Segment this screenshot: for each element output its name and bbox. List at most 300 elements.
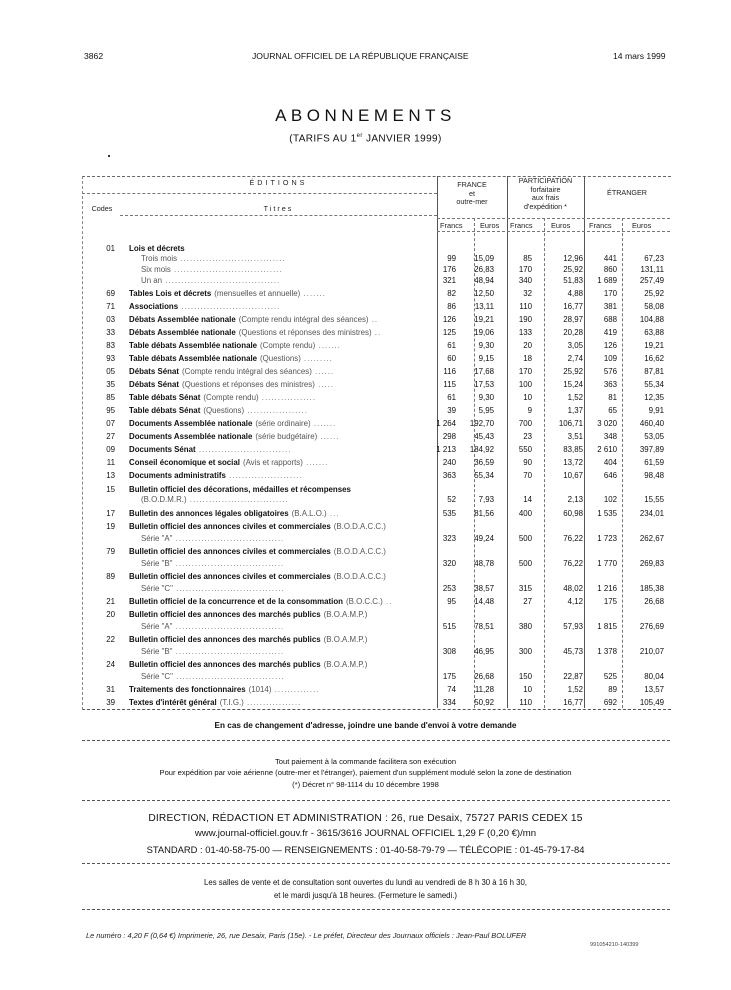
edition-title <box>129 547 386 556</box>
participation-euros-value: 48,02 <box>563 584 583 593</box>
participation-euros-value: 45,73 <box>563 647 583 656</box>
edition-title-main: Débats Sénat <box>129 380 179 389</box>
participation-euros-value: 1,52 <box>567 685 583 694</box>
participation-euros-value: 25,92 <box>563 265 583 274</box>
etranger-francs-value: 175 <box>603 597 617 606</box>
participation-francs-value: 20 <box>523 341 532 350</box>
edition-title <box>129 341 341 350</box>
speck <box>108 155 110 157</box>
leader-dots: ................... <box>244 406 308 415</box>
edition-code: 69 <box>106 289 115 298</box>
edition-title-detail: Série "C" <box>141 672 173 681</box>
france-francs-value: 126 <box>442 315 456 324</box>
edition-title-main: Associations <box>129 302 179 311</box>
etranger-francs-value: 2 610 <box>597 445 617 454</box>
france-francs-value: 60 <box>447 354 456 363</box>
etranger-francs-value: 576 <box>603 367 617 376</box>
leader-dots: .. <box>371 328 382 337</box>
france-euros-value: 48,94 <box>474 276 494 285</box>
france-francs-value: 253 <box>442 584 456 593</box>
france-francs-value: 86 <box>447 302 456 311</box>
edition-title-main: Débats Assemblée nationale <box>129 328 236 337</box>
section-divider <box>82 863 670 864</box>
phone-line: STANDARD : 01-40-58-75-00 — RENSEIGNEMENTS : 01-40-58-79-79 — TÉLÉCOPIE : 01-45-79-17-84 <box>146 844 585 855</box>
edition-code: 93 <box>106 354 115 363</box>
payment-line: Pour expédition par voie aérienne (outre-mer et l'étranger), paiement d'un supplément modulé selon la zone de destination <box>159 768 572 777</box>
edition-title-main: Textes d'intérêt général <box>129 698 217 707</box>
payment-line: Tout paiement à la commande facilitera son exécution <box>274 757 457 766</box>
etranger-francs-value: 3 020 <box>597 419 617 428</box>
participation-francs-value: 9 <box>527 406 532 415</box>
france-francs-value: 298 <box>442 432 456 441</box>
edition-title <box>129 458 328 467</box>
france-euros-value: 81,56 <box>474 509 494 518</box>
edition-title <box>129 572 386 581</box>
leader-dots: .............. <box>271 685 320 694</box>
edition-title-detail: Série "C" <box>141 584 173 593</box>
edition-title-main: Bulletin officiel des annonces des marchés publics <box>129 610 321 619</box>
edition-title <box>129 432 340 441</box>
participation-euros-value: 1,52 <box>567 393 583 402</box>
france-euros-value: 45,43 <box>474 432 494 441</box>
leader-dots: .................................. <box>172 559 285 568</box>
leader-dots: ....... <box>302 458 329 467</box>
edition-title <box>129 635 367 644</box>
participation-francs-value: 110 <box>519 302 532 311</box>
row-divider <box>437 231 670 232</box>
section-divider <box>82 800 670 801</box>
edition-title <box>129 328 381 337</box>
etranger-euros-value: 276,69 <box>639 622 664 631</box>
edition-title-detail: (B.A.L.O.) <box>291 509 327 518</box>
etranger-euros-value: 13,57 <box>644 685 664 694</box>
participation-francs-value: 150 <box>518 672 532 681</box>
edition-title-detail: (B.O.D.M.R.) <box>141 495 187 504</box>
etranger-francs-value: 363 <box>603 380 617 389</box>
etranger-euros-value: 16,62 <box>644 354 664 363</box>
edition-title-main: Tables Lois et décrets <box>129 289 212 298</box>
etranger-francs-value: 646 <box>603 471 617 480</box>
participation-francs-value: 500 <box>518 534 532 543</box>
france-euros-value: 36,59 <box>474 458 494 467</box>
print-reference: 991054210-140399 <box>590 942 639 948</box>
etranger-euros-value: 460,40 <box>639 419 664 428</box>
participation-francs-value: 100 <box>518 380 532 389</box>
edition-code: 15 <box>106 485 115 494</box>
participation-euros-value: 3,51 <box>567 432 583 441</box>
participation-euros-value: 3,05 <box>567 341 583 350</box>
etranger-euros-value: 105,49 <box>639 698 664 707</box>
participation-header: PARTICIPATION forfaitaire aux frais d'expédition * <box>518 176 573 211</box>
etranger-francs-value: 1 815 <box>597 622 617 631</box>
etranger-euros-value: 87,81 <box>644 367 664 376</box>
etranger-francs-value: 81 <box>608 393 617 402</box>
etranger-euros-value: 25,92 <box>644 289 664 298</box>
edition-title-detail: (Questions et réponses des ministres) <box>182 380 315 389</box>
etranger-euros-value: 61,59 <box>644 458 664 467</box>
row-divider <box>437 218 670 219</box>
france-euros-value: 17,68 <box>474 367 494 376</box>
france-francs-value: 125 <box>442 328 456 337</box>
france-euros-value: 7,93 <box>478 495 494 504</box>
edition-title <box>129 354 333 363</box>
france-francs-value: 175 <box>442 672 456 681</box>
france-euros-value: 9,30 <box>478 393 494 402</box>
edition-title <box>129 254 286 263</box>
etranger-francs-value: 65 <box>608 406 617 415</box>
edition-code: 20 <box>106 610 115 619</box>
edition-title <box>129 495 289 504</box>
participation-francs-value: 18 <box>523 354 532 363</box>
edition-title-detail: Série "B" <box>141 559 173 568</box>
etranger-euros-value: 12,35 <box>644 393 664 402</box>
edition-title-main: Documents Sénat <box>129 445 196 454</box>
edition-title <box>129 276 280 285</box>
edition-title-main: Débats Sénat <box>129 367 179 376</box>
etranger-euros-value: 257,49 <box>639 276 664 285</box>
participation-euros-value: 13,72 <box>563 458 583 467</box>
france-francs-value: 82 <box>447 289 456 298</box>
france-euros-value: 19,21 <box>474 315 494 324</box>
edition-code: 83 <box>106 341 115 350</box>
participation-francs-value: 380 <box>518 622 532 631</box>
website-line: www.journal-officiel.gouv.fr - 3615/3616 JOURNAL OFFICIEL 1,29 F (0,20 €)/mn <box>194 828 537 839</box>
france-euros-value: 9,15 <box>478 354 494 363</box>
participation-euros-value: 16,77 <box>563 302 583 311</box>
etranger-francs-value: 89 <box>608 685 617 694</box>
edition-title-main: Documents Assemblée nationale <box>129 419 253 428</box>
participation-francs-value: 14 <box>523 495 532 504</box>
edition-code: 89 <box>106 572 115 581</box>
etranger-francs-value: 102 <box>603 495 617 504</box>
edition-title <box>129 419 336 428</box>
france-euros-value: 19,06 <box>474 328 494 337</box>
edition-title-main: Conseil économique et social <box>129 458 240 467</box>
page-title: ABONNEMENTS <box>275 106 456 125</box>
edition-title <box>129 367 334 376</box>
edition-title <box>129 315 378 324</box>
france-francs-value: 176 <box>442 265 456 274</box>
france-header: FRANCE et outre-mer <box>456 180 488 206</box>
decree-note: (*) Décret n° 98-1114 du 10 décembre 1998 <box>292 780 439 789</box>
france-euros-value: 13,11 <box>474 302 494 311</box>
edition-title-detail: (B.O.A.M.P.) <box>323 635 368 644</box>
leader-dots: .................................. <box>172 534 285 543</box>
etranger-francs-value: 441 <box>603 254 617 263</box>
leader-dots: ................. <box>243 698 302 707</box>
edition-title <box>129 522 386 531</box>
etranger-francs-value: 109 <box>603 354 617 363</box>
participation-francs-value: 85 <box>523 254 532 263</box>
edition-title-detail: (Avis et rapports) <box>242 458 303 467</box>
france-francs-value: 39 <box>447 406 456 415</box>
participation-euros-value: 60,98 <box>563 509 583 518</box>
edition-title-main: Table débats Assemblée nationale <box>129 354 258 363</box>
edition-title-main: Bulletin officiel des annonces civiles et commerciales <box>129 572 331 581</box>
edition-title-main: Bulletin officiel des décorations, médailles et récompenses <box>129 485 351 494</box>
leader-dots: ................. <box>258 393 317 402</box>
section-divider <box>82 740 670 741</box>
france-francs-value: 321 <box>442 276 456 285</box>
leader-dots: .................................. <box>170 265 283 274</box>
edition-title-main: Bulletin des annonces légales obligatoires <box>129 509 289 518</box>
france-francs-value: 74 <box>447 685 456 694</box>
edition-title-detail: Un an <box>141 276 163 285</box>
france-francs-value: 1 264 <box>436 419 456 428</box>
participation-euros-value: 2,74 <box>567 354 583 363</box>
edition-title-main: Table débats Sénat <box>129 406 201 415</box>
edition-title <box>129 672 285 681</box>
etranger-euros-value: 397,89 <box>639 445 664 454</box>
participation-francs-value: 23 <box>523 432 532 441</box>
etranger-francs-value: 860 <box>603 265 617 274</box>
participation-euros-value: 20,28 <box>563 328 583 337</box>
participation-francs-value: 550 <box>518 445 532 454</box>
participation-francs-value: 500 <box>518 559 532 568</box>
participation-francs-value: 190 <box>518 315 532 324</box>
page-number: 3862 <box>84 51 104 61</box>
etranger-euros-value: 19,21 <box>644 341 664 350</box>
etranger-francs-value: 126 <box>603 341 617 350</box>
edition-code: 39 <box>106 698 115 707</box>
edition-title-detail: (série ordinaire) <box>255 419 311 428</box>
france-francs-value: 515 <box>442 622 456 631</box>
edition-title-main: Documents administratifs <box>129 471 226 480</box>
edition-title <box>129 559 284 568</box>
row-divider <box>120 215 437 216</box>
edition-code: 35 <box>106 380 115 389</box>
edition-title-detail: Série "A" <box>141 622 173 631</box>
edition-title <box>129 610 367 619</box>
edition-title <box>129 622 284 631</box>
edition-title-main: Bulletin officiel des annonces civiles et commerciales <box>129 522 331 531</box>
leader-dots: ... <box>326 509 340 518</box>
france-euros-value: 15,09 <box>474 254 494 263</box>
etranger-euros-value: 80,04 <box>644 672 664 681</box>
edition-title-main: Table débats Assemblée nationale <box>129 341 258 350</box>
edition-title-detail: (Compte rendu) <box>203 393 259 402</box>
etranger-euros-value: 185,38 <box>639 584 664 593</box>
edition-title-detail: (B.O.D.A.C.C.) <box>333 547 386 556</box>
participation-euros-value: 4,12 <box>567 597 583 606</box>
etranger-francs-value: 525 <box>603 672 617 681</box>
france-euros-value: 55,34 <box>474 471 494 480</box>
francs-subheader: Francs <box>440 221 463 230</box>
edition-title-detail: (B.O.D.A.C.C.) <box>333 522 386 531</box>
edition-title <box>129 698 301 707</box>
leader-dots: ......... <box>300 354 333 363</box>
etranger-francs-value: 170 <box>603 289 617 298</box>
imprint-line: Le numéro : 4,20 F (0,64 €) Imprimerie, 26, rue Desaix, Paris (15e). - Le préfet, Directeur des Journaux officiels : Jean-Paul BOLUFER <box>86 931 527 940</box>
etranger-euros-value: 9,91 <box>648 406 664 415</box>
participation-euros-value: 1,37 <box>567 406 583 415</box>
leader-dots: ....................... <box>225 471 303 480</box>
journal-name: JOURNAL OFFICIEL DE LA RÉPUBLIQUE FRANÇAISE <box>252 51 469 61</box>
france-francs-value: 308 <box>442 647 456 656</box>
etranger-francs-value: 692 <box>603 698 617 707</box>
france-euros-value: 9,30 <box>478 341 494 350</box>
edition-code: 09 <box>106 445 115 454</box>
edition-code: 79 <box>106 547 115 556</box>
section-divider <box>82 909 670 910</box>
participation-francs-value: 700 <box>518 419 532 428</box>
leader-dots: ............................... <box>178 302 281 311</box>
france-francs-value: 323 <box>442 534 456 543</box>
edition-title-detail: Série "B" <box>141 647 173 656</box>
direction-address: DIRECTION, RÉDACTION ET ADMINISTRATION : 26, rue Desaix, 75727 PARIS CEDEX 15 <box>148 813 583 824</box>
participation-euros-value: 57,93 <box>563 622 583 631</box>
france-francs-value: 99 <box>447 254 456 263</box>
participation-euros-value: 106,71 <box>558 419 583 428</box>
etranger-francs-value: 1 216 <box>597 584 617 593</box>
france-euros-value: 12,50 <box>474 289 494 298</box>
participation-euros-value: 76,22 <box>563 534 583 543</box>
etranger-francs-value: 381 <box>603 302 617 311</box>
france-francs-value: 116 <box>443 367 456 376</box>
participation-francs-value: 10 <box>523 393 532 402</box>
france-euros-value: 38,57 <box>474 584 494 593</box>
euros-subheader: Euros <box>632 221 652 230</box>
edition-code: 17 <box>106 509 115 518</box>
edition-code: 07 <box>106 419 115 428</box>
france-francs-value: 61 <box>447 341 456 350</box>
edition-title-detail: (Questions) <box>260 354 301 363</box>
participation-euros-value: 22,87 <box>563 672 583 681</box>
edition-title-main: Bulletin officiel des annonces des marchés publics <box>129 660 321 669</box>
participation-euros-value: 76,22 <box>563 559 583 568</box>
france-euros-value: 17,53 <box>474 380 494 389</box>
leader-dots: .................................. <box>172 647 285 656</box>
issue-date: 14 mars 1999 <box>613 51 666 61</box>
edition-title-main: Traitements des fonctionnaires <box>129 685 246 694</box>
sales-line: Les salles de vente et de consultation sont ouvertes du lundi au vendredi de 8 h 30 à 16 h 30, <box>204 878 527 887</box>
participation-francs-value: 10 <box>523 685 532 694</box>
participation-francs-value: 400 <box>518 509 532 518</box>
edition-title <box>129 265 283 274</box>
edition-title <box>129 509 339 518</box>
edition-title-detail: Série "A" <box>141 534 173 543</box>
leader-dots: .. <box>368 315 379 324</box>
participation-euros-value: 2,13 <box>567 495 583 504</box>
leader-dots: ................................. <box>177 254 286 263</box>
france-francs-value: 320 <box>442 559 456 568</box>
leader-dots: ..... <box>314 380 335 389</box>
edition-title <box>129 660 367 669</box>
france-euros-value: 192,70 <box>469 419 494 428</box>
edition-title <box>129 485 351 494</box>
editions-header: ÉDITIONS <box>249 178 308 187</box>
france-francs-value: 334 <box>442 698 456 707</box>
edition-title-detail: (T.I.G.) <box>219 698 244 707</box>
etranger-euros-value: 15,55 <box>644 495 664 504</box>
edition-title <box>129 244 185 253</box>
edition-title <box>129 471 303 480</box>
edition-code: 05 <box>106 367 115 376</box>
leader-dots: .................................. <box>172 622 285 631</box>
etranger-euros-value: 269,83 <box>639 559 664 568</box>
leader-dots: .................................... <box>162 276 281 285</box>
etranger-euros-value: 98,48 <box>644 471 664 480</box>
edition-title-main: Bulletin officiel des annonces civiles et commerciales <box>129 547 331 556</box>
edition-code: 95 <box>106 406 115 415</box>
edition-title <box>129 584 285 593</box>
participation-euros-value: 28,97 <box>563 315 583 324</box>
edition-code: 22 <box>106 635 115 644</box>
edition-title <box>129 597 392 606</box>
etranger-euros-value: 63,88 <box>644 328 664 337</box>
participation-euros-value: 16,77 <box>563 698 583 707</box>
participation-francs-value: 300 <box>518 647 532 656</box>
participation-francs-value: 32 <box>523 289 532 298</box>
france-euros-value: 184,92 <box>469 445 494 454</box>
france-francs-value: 115 <box>443 380 456 389</box>
participation-francs-value: 133 <box>518 328 532 337</box>
edition-title-detail: (B.O.C.C.) <box>345 597 383 606</box>
etranger-francs-value: 419 <box>603 328 617 337</box>
participation-francs-value: 170 <box>518 367 532 376</box>
etranger-euros-value: 104,88 <box>639 315 664 324</box>
etranger-francs-value: 1 723 <box>597 534 617 543</box>
participation-francs-value: 110 <box>519 698 532 707</box>
leader-dots: .................................. <box>172 672 285 681</box>
edition-title-detail: (Compte rendu intégral des séances) <box>238 315 369 324</box>
edition-title-main: Lois et décrets <box>129 244 185 253</box>
france-euros-value: 46,95 <box>474 647 494 656</box>
leader-dots: ....... <box>310 419 337 428</box>
etranger-euros-value: 55,34 <box>644 380 664 389</box>
edition-title-detail: (Questions) <box>203 406 245 415</box>
edition-title-detail: Six mois <box>141 265 171 274</box>
edition-code: 13 <box>106 471 115 480</box>
edition-title-detail: (Questions et réponses des ministres) <box>238 328 372 337</box>
edition-code: 21 <box>106 597 115 606</box>
leader-dots: ...... <box>311 367 335 376</box>
france-euros-value: 49,24 <box>474 534 494 543</box>
participation-euros-value: 51,83 <box>563 276 583 285</box>
edition-title <box>129 534 284 543</box>
leader-dots: .................................. <box>172 584 285 593</box>
france-francs-value: 61 <box>447 393 456 402</box>
france-francs-value: 363 <box>442 471 456 480</box>
etranger-euros-value: 234,01 <box>639 509 664 518</box>
edition-title <box>129 685 319 694</box>
france-francs-value: 1 213 <box>436 445 456 454</box>
france-euros-value: 14,48 <box>474 597 494 606</box>
francs-subheader: Francs <box>589 221 612 230</box>
participation-francs-value: 90 <box>523 458 532 467</box>
edition-code: 03 <box>106 315 115 324</box>
participation-euros-value: 10,67 <box>563 471 583 480</box>
france-euros-value: 50,92 <box>474 698 494 707</box>
participation-euros-value: 15,24 <box>563 380 583 389</box>
etranger-euros-value: 262,67 <box>639 534 664 543</box>
edition-code: 85 <box>106 393 115 402</box>
leader-dots: ....... <box>315 341 341 350</box>
row-divider <box>82 193 437 194</box>
participation-francs-value: 340 <box>518 276 532 285</box>
participation-euros-value: 4,88 <box>567 289 583 298</box>
leader-dots: ............................... <box>186 495 289 504</box>
edition-title <box>129 647 284 656</box>
edition-code: 71 <box>106 302 115 311</box>
edition-title-detail: (mensuelles et annuelle) <box>214 289 301 298</box>
francs-subheader: Francs <box>510 221 533 230</box>
edition-title-main: Bulletin officiel de la concurrence et de la consommation <box>129 597 343 606</box>
participation-euros-value: 83,85 <box>563 445 583 454</box>
participation-francs-value: 27 <box>523 597 532 606</box>
codes-header: Codes <box>91 204 113 213</box>
edition-title-detail: (série budgétaire) <box>255 432 318 441</box>
